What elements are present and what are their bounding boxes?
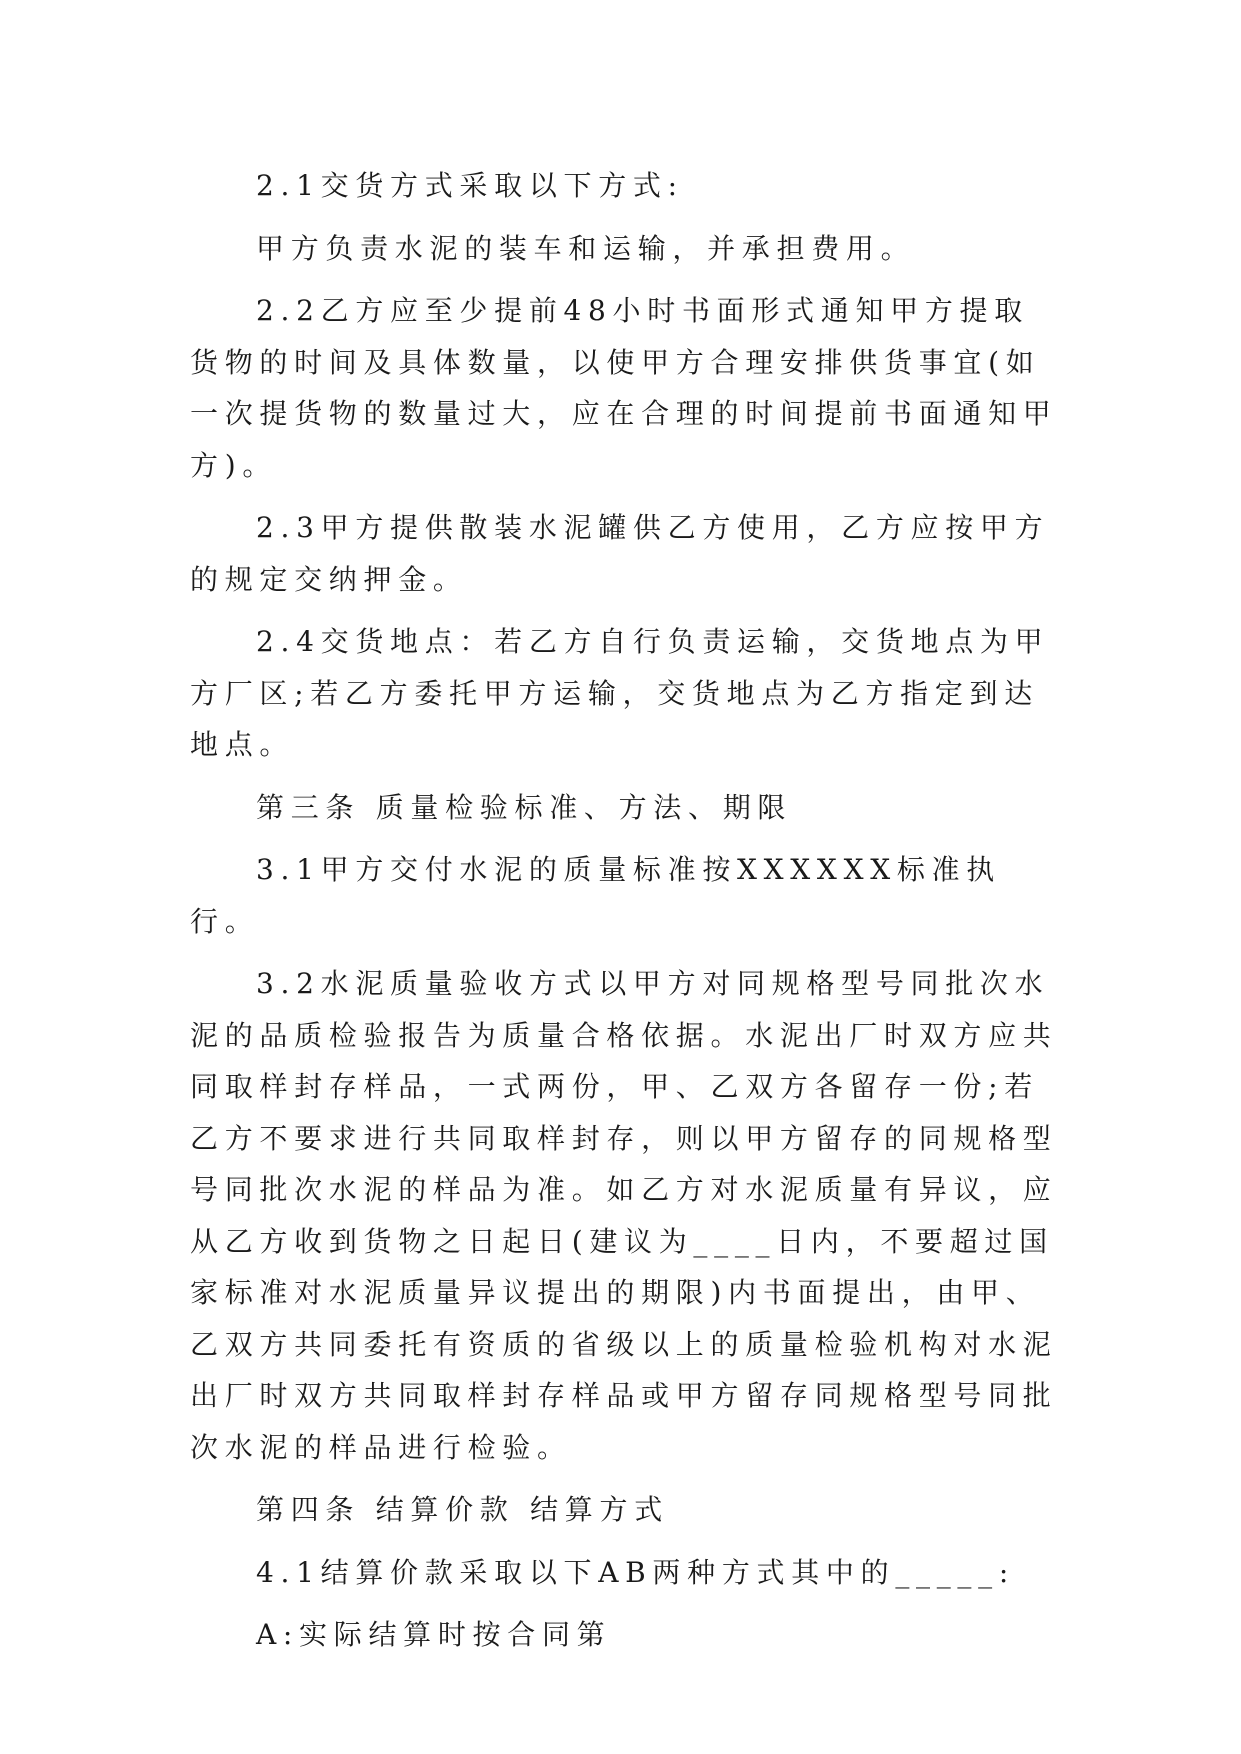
paragraph-3-2: 3.2水泥质量验收方式以甲方对同规格型号同批次水泥的品质检验报告为质量合格依据。水泥出厂时双方应共同取样封存样品，一式两份，甲、乙双方各留存一份;若乙方不要求进行共同取样封存，则以甲方留存的同规格型号同批次水泥的样品为准。如乙方对水泥质量有异议，应从乙方收到货物之日起日(建议为____日内，不要超过国家标准对水泥质量异议提出的期限)内书面提出，由甲、乙双方共同委托有资质的省级以上的质量检验机构对水泥出厂时双方共同取样封存样品或甲方留存同规格型号同批次水泥的样品进行检验。 <box>190 967 1058 1464</box>
paragraph-4-1: 4.1结算价款采取以下AB两种方式其中的_____: <box>256 1555 1015 1589</box>
paragraph-3-1: 3.1甲方交付水泥的质量标准按XXXXXX标准执行。 <box>190 853 1001 938</box>
paragraph-option-a: A:实际结算时按合同第 <box>256 1618 612 1651</box>
document-body <box>190 160 1060 1672</box>
section-heading-article-3: 第三条 质量检验标准、方法、期限 <box>256 790 793 824</box>
paragraph-loading-transport: 甲方负责水泥的装车和运输，并承担费用。 <box>256 231 916 265</box>
paragraph-2-3: 2.3甲方提供散装水泥罐供乙方使用，乙方应按甲方的规定交纳押金。 <box>190 511 1050 596</box>
paragraph-2-4: 2.4交货地点：若乙方自行负责运输，交货地点为甲方厂区;若乙方委托甲方运输，交货地点为乙方指定到达地点。 <box>190 625 1050 761</box>
paragraph-2-1: 2.1交货方式采取以下方式: <box>256 169 684 202</box>
section-heading-article-4: 第四条 结算价款 结算方式 <box>256 1493 669 1526</box>
paragraph-2-2: 2.2乙方应至少提前48小时书面形式通知甲方提取货物的时间及具体数量，以使甲方合理安排供货事宜(如一次提货物的数量过大，应在合理的时间提前书面通知甲方)。 <box>190 294 1058 482</box>
